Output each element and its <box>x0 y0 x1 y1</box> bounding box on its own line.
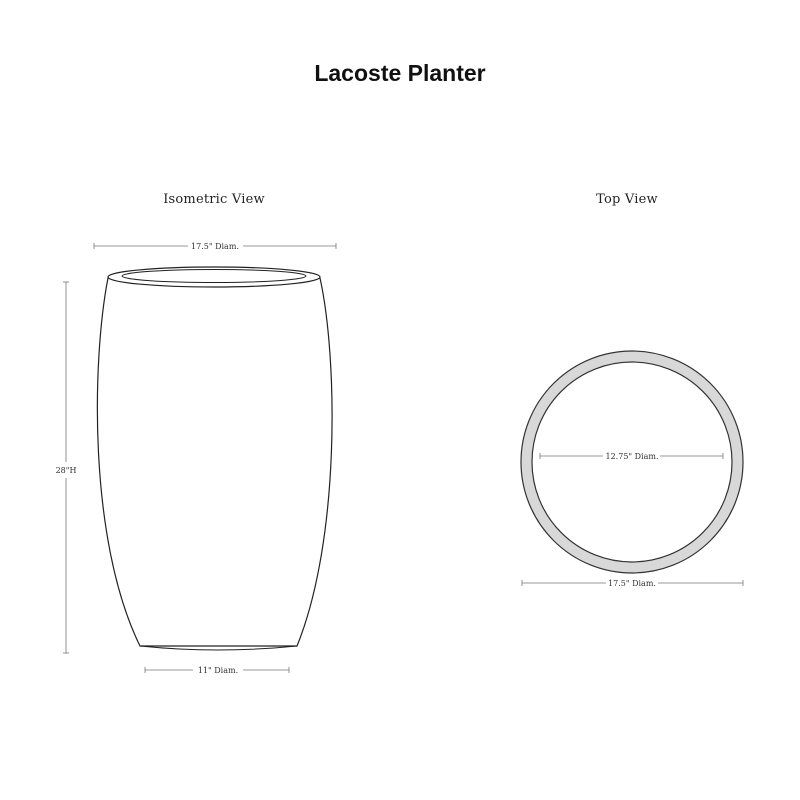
inner-diameter-label: 12.75" Diam. <box>605 452 659 461</box>
planter-body <box>97 278 332 646</box>
outer-diameter-label: 17.5" Diam. <box>608 579 656 588</box>
isometric-view-label: Isometric View <box>163 192 265 207</box>
base-diameter-label: 11" Diam. <box>197 666 239 675</box>
isometric-view <box>56 242 336 675</box>
planter-rim-inner <box>122 270 306 283</box>
top-view-rim <box>527 357 738 568</box>
top-view-label: Top View <box>596 192 658 207</box>
height-label: 28"H <box>55 466 77 475</box>
top-view <box>521 351 743 588</box>
top-diameter-label: 17.5" Diam. <box>191 242 239 251</box>
page-title: Lacoste Planter <box>314 60 486 86</box>
top-view-inner-edge <box>532 362 732 562</box>
